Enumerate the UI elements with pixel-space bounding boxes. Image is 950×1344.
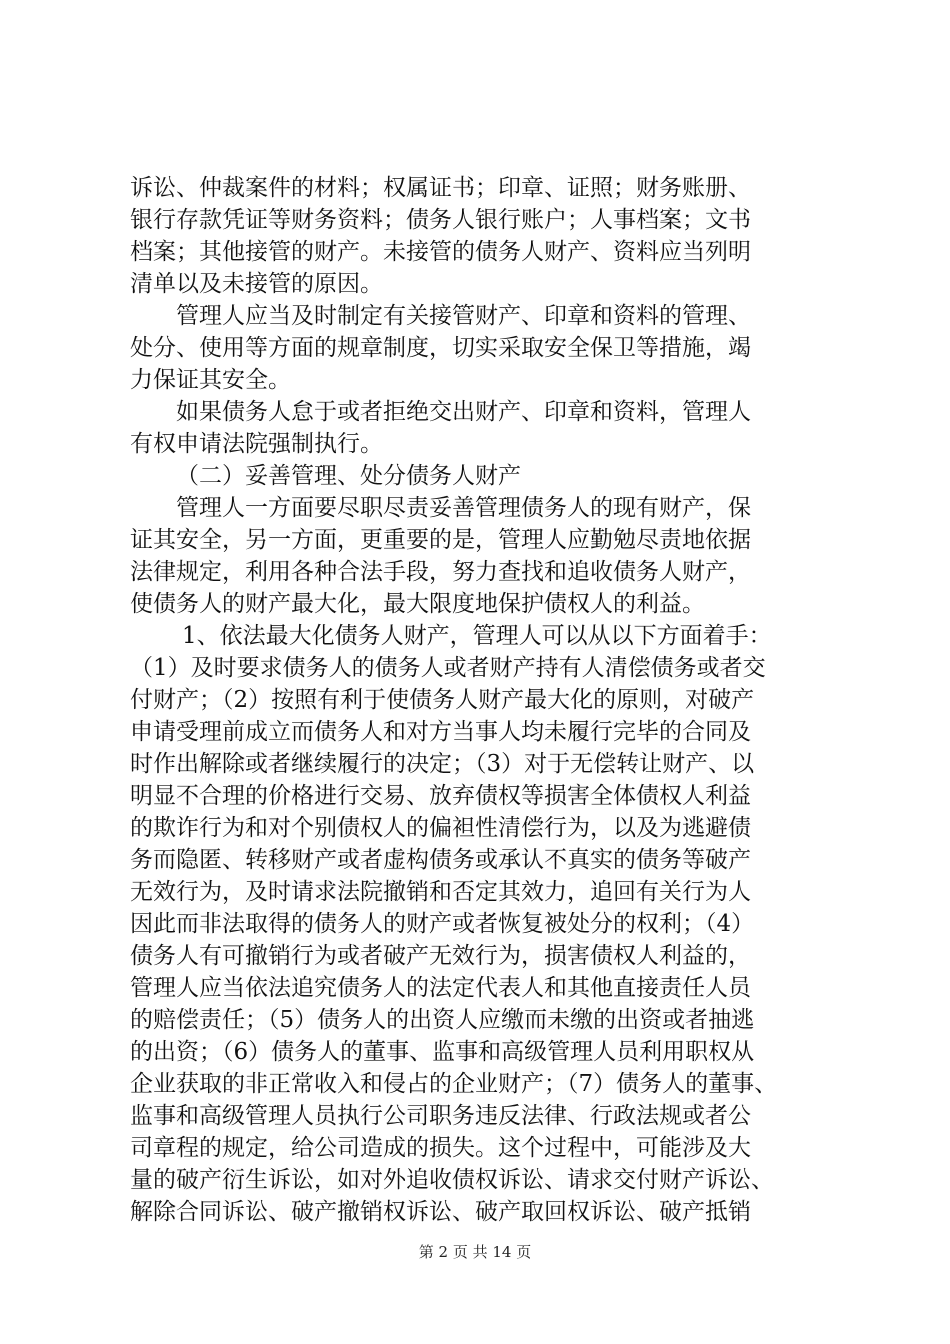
text-line: 司章程的规定，给公司造成的损失。这个过程中，可能涉及大 (130, 1135, 751, 1161)
page-footer (0, 1242, 950, 1262)
section-heading: （二）妥善管理、处分债务人财产 (176, 463, 521, 489)
text-line: 使债务人的财产最大化，最大限度地保护债权人的利益。 (130, 591, 705, 617)
text-line: 明显不合理的价格进行交易、放弃债权等损害全体债权人利益 (130, 783, 751, 809)
text-line: 的赔偿责任；（5）债务人的出资人应缴而未缴的出资或者抽逃 (130, 1007, 755, 1033)
text-line: 档案；其他接管的财产。未接管的债务人财产、资料应当列明 (130, 239, 751, 265)
text-line: 量的破产衍生诉讼，如对外追收债权诉讼、请求交付财产诉讼、 (130, 1167, 774, 1193)
page-number: 第 2 页 共 14 页 (418, 1243, 532, 1261)
paragraph-start-line: 如果债务人怠于或者拒绝交出财产、印章和资料，管理人 (176, 399, 751, 425)
text-line: 企业获取的非正常收入和侵占的企业财产；（7）债务人的董事、 (130, 1071, 778, 1097)
text-line: （1）及时要求债务人的债务人或者财产持有人清偿债务或者交 (130, 655, 766, 681)
text-line: 的欺诈行为和对个别债权人的偏袒性清偿行为，以及为逃避债 (130, 815, 751, 841)
paragraph-start-line: 1、依法最大化债务人财产，管理人可以从以下方面着手： (182, 623, 772, 649)
text-line: 清单以及未接管的原因。 (130, 271, 383, 297)
text-line: 债务人有可撤销行为或者破产无效行为，损害债权人利益的， (130, 943, 751, 969)
text-line: 力保证其安全。 (130, 367, 291, 393)
text-line: 监事和高级管理人员执行公司职务违反法律、行政法规或者公 (130, 1103, 751, 1129)
text-line: 付财产；（2）按照有利于使债务人财产最大化的原则，对破产 (130, 687, 755, 713)
text-line: 管理人应当依法追究债务人的法定代表人和其他直接责任人员 (130, 975, 751, 1001)
text-line: 证其安全，另一方面，更重要的是，管理人应勤勉尽责地依据 (130, 527, 751, 553)
text-line: 解除合同诉讼、破产撤销权诉讼、破产取回权诉讼、破产抵销 (130, 1199, 751, 1225)
text-line: 法律规定，利用各种合法手段，努力查找和追收债务人财产， (130, 559, 751, 585)
paragraph-start-line: 管理人应当及时制定有关接管财产、印章和资料的管理、 (176, 303, 751, 329)
text-line: 申请受理前成立而债务人和对方当事人均未履行完毕的合同及 (130, 719, 751, 745)
text-line: 务而隐匿、转移财产或者虚构债务或承认不真实的债务等破产 (130, 847, 751, 873)
text-line: 无效行为，及时请求法院撤销和否定其效力，追回有关行为人 (130, 879, 751, 905)
text-line: 诉讼、仲裁案件的材料；权属证书；印章、证照；财务账册、 (130, 175, 751, 201)
document-body (130, 172, 830, 1228)
text-line: 时作出解除或者继续履行的决定；（3）对于无偿转让财产、以 (130, 751, 755, 777)
text-line: 银行存款凭证等财务资料；债务人银行账户；人事档案；文书 (130, 207, 751, 233)
text-line: 有权申请法院强制执行。 (130, 431, 383, 457)
text-line: 处分、使用等方面的规章制度，切实采取安全保卫等措施，竭 (130, 335, 751, 361)
paragraph-start-line: 管理人一方面要尽职尽责妥善管理债务人的现有财产，保 (176, 495, 751, 521)
text-line: 的出资；（6）债务人的董事、监事和高级管理人员利用职权从 (130, 1039, 755, 1065)
text-line: 因此而非法取得的债务人的财产或者恢复被处分的权利；（4） (130, 911, 755, 937)
